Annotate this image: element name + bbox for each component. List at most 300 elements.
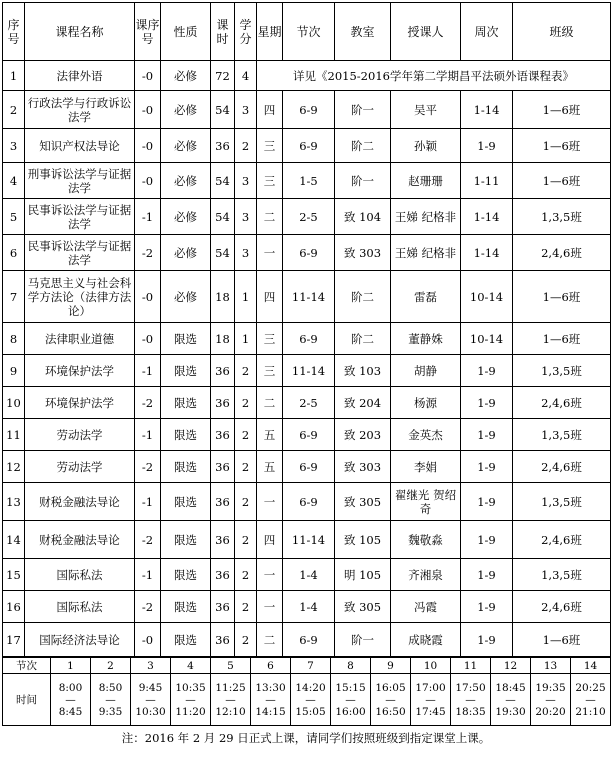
course-type: 必修 [161,199,211,235]
table-row [3,61,611,91]
period-number: 7 [291,658,331,674]
period-end: 16:00 [335,705,366,718]
period-end: 17:45 [415,705,446,718]
course-period: 6-9 [283,235,335,271]
course-room: 致 105 [335,521,391,559]
course-period: 2-5 [283,387,335,419]
course-classes: 1,3,5班 [513,419,611,451]
course-period: 1-4 [283,559,335,591]
period-time-row [3,674,611,726]
period-number: 13 [531,658,571,674]
course-name: 法律外语 [25,61,135,91]
course-teacher: 翟继光 贺绍奇 [391,483,461,521]
course-day: 五 [257,451,283,483]
course-teacher: 吴平 [391,91,461,129]
period-time [51,674,91,726]
course-classes: 2,4,6班 [513,521,611,559]
course-type: 限选 [161,419,211,451]
course-classes: 1—6班 [513,129,611,163]
period-end: 14:15 [255,705,286,718]
course-hours: 36 [211,623,235,657]
period-start: 15:15 [335,681,366,694]
course-weeks: 1-14 [461,91,513,129]
course-day: 一 [257,235,283,271]
course-name: 劳动法学 [25,451,135,483]
course-seq: -2 [135,591,161,623]
period-dash: — [465,693,476,706]
table-row [3,323,611,355]
course-note: 详见《2015-2016学年第二学期昌平法硕外语课程表》 [257,61,611,91]
course-day: 三 [257,355,283,387]
period-start: 19:35 [535,681,566,694]
schedule-document [2,2,610,746]
period-end: 20:20 [535,705,566,718]
course-credit: 1 [235,323,257,355]
course-weeks: 1-9 [461,623,513,657]
column-header: 周次 [461,3,513,61]
course-day: 一 [257,591,283,623]
course-credit: 3 [235,163,257,199]
period-start: 20:25 [575,681,606,694]
course-type: 限选 [161,623,211,657]
course-room: 阶一 [335,91,391,129]
course-classes: 1,3,5班 [513,483,611,521]
period-end: 19:30 [495,705,526,718]
column-header: 课程名称 [25,3,135,61]
course-credit: 2 [235,483,257,521]
time-label: 时间 [3,674,51,726]
course-weeks: 1-9 [461,387,513,419]
footnote: 注：2016 年 2 月 29 日正式上课，请同学们按照班级到指定课堂上课。 [121,731,491,745]
table-row [3,591,611,623]
period-end: 9:35 [98,705,123,718]
course-type: 必修 [161,163,211,199]
course-seq: -0 [135,61,161,91]
course-classes: 1—6班 [513,163,611,199]
period-time [371,674,411,726]
course-period: 11-14 [283,271,335,323]
row-number: 11 [3,419,25,451]
period-time [91,674,131,726]
course-period: 6-9 [283,483,335,521]
course-classes: 2,4,6班 [513,591,611,623]
period-end: 11:20 [175,705,206,718]
period-number: 5 [211,658,251,674]
course-hours: 36 [211,451,235,483]
course-room: 阶二 [335,271,391,323]
period-dash: — [265,693,276,706]
course-hours: 36 [211,387,235,419]
course-weeks: 1-14 [461,199,513,235]
table-header-row [3,3,611,61]
period-time [411,674,451,726]
course-period: 6-9 [283,323,335,355]
course-type: 必修 [161,235,211,271]
course-weeks: 1-9 [461,559,513,591]
period-number: 6 [251,658,291,674]
course-hours: 18 [211,271,235,323]
course-day: 三 [257,163,283,199]
period-dash: — [545,693,556,706]
course-weeks: 10-14 [461,323,513,355]
period-end: 18:35 [455,705,486,718]
period-end: 8:45 [58,705,83,718]
period-end: 15:05 [295,705,326,718]
course-name: 国际私法 [25,559,135,591]
course-room: 明 105 [335,559,391,591]
period-start: 13:30 [255,681,286,694]
course-name: 国际私法 [25,591,135,623]
course-hours: 36 [211,355,235,387]
table-row [3,559,611,591]
course-type: 必修 [161,271,211,323]
course-classes: 1—6班 [513,271,611,323]
course-teacher: 金英杰 [391,419,461,451]
course-seq: -1 [135,483,161,521]
row-number: 14 [3,521,25,559]
period-start: 11:25 [215,681,246,694]
row-number: 5 [3,199,25,235]
course-period: 6-9 [283,419,335,451]
course-day: 一 [257,559,283,591]
period-start: 18:45 [495,681,526,694]
course-teacher: 杨源 [391,387,461,419]
table-row [3,521,611,559]
course-day: 三 [257,323,283,355]
column-header: 学分 [235,3,257,61]
row-number: 7 [3,271,25,323]
course-weeks: 1-9 [461,451,513,483]
period-number: 8 [331,658,371,674]
course-seq: -1 [135,199,161,235]
course-seq: -0 [135,623,161,657]
course-classes: 1—6班 [513,91,611,129]
table-row [3,355,611,387]
period-start: 16:05 [375,681,406,694]
period-time [131,674,171,726]
course-type: 限选 [161,451,211,483]
course-day: 二 [257,623,283,657]
course-type: 限选 [161,521,211,559]
period-number: 4 [171,658,211,674]
course-room: 阶一 [335,623,391,657]
period-number: 9 [371,658,411,674]
course-table [2,2,611,657]
course-classes: 1,3,5班 [513,355,611,387]
course-period: 6-9 [283,91,335,129]
period-dash: — [65,693,76,706]
table-row [3,387,611,419]
course-name: 财税金融法导论 [25,521,135,559]
course-credit: 4 [235,61,257,91]
row-number: 3 [3,129,25,163]
period-time [451,674,491,726]
course-type: 限选 [161,559,211,591]
period-time [491,674,531,726]
course-type: 必修 [161,129,211,163]
row-number: 2 [3,91,25,129]
row-number: 15 [3,559,25,591]
course-period: 2-5 [283,199,335,235]
course-teacher: 冯霞 [391,591,461,623]
course-hours: 36 [211,521,235,559]
period-start: 8:50 [98,681,123,694]
course-seq: -0 [135,323,161,355]
course-credit: 2 [235,559,257,591]
period-start: 9:45 [138,681,163,694]
period-number: 14 [571,658,611,674]
course-day: 四 [257,521,283,559]
column-header: 教室 [335,3,391,61]
course-name: 马克思主义与社会科学方法论（法律方法论） [25,271,135,323]
course-day: 三 [257,129,283,163]
course-name: 劳动法学 [25,419,135,451]
course-day: 一 [257,483,283,521]
course-credit: 2 [235,419,257,451]
course-name: 民事诉讼法学与证据法学 [25,199,135,235]
course-teacher: 董静姝 [391,323,461,355]
course-credit: 3 [235,235,257,271]
course-seq: -1 [135,419,161,451]
column-header: 班级 [513,3,611,61]
course-credit: 2 [235,387,257,419]
course-teacher: 魏敬淼 [391,521,461,559]
period-end: 12:10 [215,705,246,718]
period-number: 2 [91,658,131,674]
course-weeks: 1-9 [461,591,513,623]
course-type: 限选 [161,483,211,521]
course-teacher: 胡静 [391,355,461,387]
table-row [3,235,611,271]
column-header: 课序号 [135,3,161,61]
course-teacher: 李娟 [391,451,461,483]
course-period: 6-9 [283,129,335,163]
period-dash: — [225,693,236,706]
course-classes: 2,4,6班 [513,451,611,483]
table-row [3,91,611,129]
course-name: 环境保护法学 [25,387,135,419]
course-seq: -1 [135,355,161,387]
course-hours: 36 [211,419,235,451]
course-room: 致 305 [335,483,391,521]
period-number: 1 [51,658,91,674]
course-period: 11-14 [283,521,335,559]
course-room: 致 303 [335,451,391,483]
row-number: 8 [3,323,25,355]
course-name: 行政法学与行政诉讼法学 [25,91,135,129]
period-end: 10:30 [135,705,166,718]
course-name: 环境保护法学 [25,355,135,387]
course-day: 五 [257,419,283,451]
course-name: 财税金融法导论 [25,483,135,521]
course-credit: 2 [235,521,257,559]
column-header: 课时 [211,3,235,61]
course-name: 民事诉讼法学与证据法学 [25,235,135,271]
table-row [3,483,611,521]
course-classes: 1—6班 [513,623,611,657]
course-day: 四 [257,271,283,323]
course-seq: -2 [135,451,161,483]
row-number: 1 [3,61,25,91]
course-room: 致 104 [335,199,391,235]
period-number-row [3,658,611,674]
period-start: 17:50 [455,681,486,694]
course-hours: 54 [211,163,235,199]
course-hours: 54 [211,199,235,235]
course-hours: 72 [211,61,235,91]
course-teacher: 王娣 纪格非 [391,235,461,271]
period-number: 12 [491,658,531,674]
row-number: 16 [3,591,25,623]
row-number: 13 [3,483,25,521]
course-type: 必修 [161,61,211,91]
course-day: 四 [257,91,283,129]
course-teacher: 王娣 纪格非 [391,199,461,235]
period-dash: — [105,693,116,706]
course-credit: 2 [235,129,257,163]
course-classes: 2,4,6班 [513,235,611,271]
course-teacher: 赵珊珊 [391,163,461,199]
period-end: 16:50 [375,705,406,718]
table-row [3,419,611,451]
row-number: 6 [3,235,25,271]
period-dash: — [505,693,516,706]
course-credit: 3 [235,199,257,235]
course-teacher: 齐湘泉 [391,559,461,591]
period-start: 14:20 [295,681,326,694]
row-number: 17 [3,623,25,657]
period-time [291,674,331,726]
course-weeks: 1-9 [461,483,513,521]
course-seq: -0 [135,271,161,323]
course-room: 阶二 [335,323,391,355]
period-dash: — [345,693,356,706]
period-start: 8:00 [58,681,83,694]
period-dash: — [145,693,156,706]
table-row [3,623,611,657]
period-time [531,674,571,726]
course-credit: 2 [235,623,257,657]
course-day: 二 [257,387,283,419]
course-seq: -2 [135,521,161,559]
course-teacher: 雷磊 [391,271,461,323]
course-room: 致 204 [335,387,391,419]
course-seq: -0 [135,129,161,163]
course-name: 国际经济法导论 [25,623,135,657]
course-hours: 36 [211,559,235,591]
table-row [3,271,611,323]
course-classes: 2,4,6班 [513,387,611,419]
course-type: 必修 [161,91,211,129]
course-period: 11-14 [283,355,335,387]
table-row [3,163,611,199]
course-credit: 2 [235,451,257,483]
course-credit: 2 [235,355,257,387]
course-period: 6-9 [283,623,335,657]
course-type: 限选 [161,355,211,387]
course-type: 限选 [161,591,211,623]
course-period: 1-5 [283,163,335,199]
course-weeks: 1-9 [461,521,513,559]
course-teacher: 孙颖 [391,129,461,163]
course-seq: -0 [135,163,161,199]
period-dash: — [385,693,396,706]
course-hours: 36 [211,129,235,163]
course-hours: 54 [211,91,235,129]
course-credit: 1 [235,271,257,323]
column-header: 节次 [283,3,335,61]
period-number: 3 [131,658,171,674]
period-time [251,674,291,726]
period-time [211,674,251,726]
course-weeks: 1-9 [461,419,513,451]
row-number: 12 [3,451,25,483]
period-dash: — [425,693,436,706]
period-dash: — [305,693,316,706]
column-header: 性质 [161,3,211,61]
course-weeks: 1-9 [461,129,513,163]
course-day: 二 [257,199,283,235]
course-teacher: 成晓霞 [391,623,461,657]
period-number: 10 [411,658,451,674]
course-classes: 1,3,5班 [513,199,611,235]
period-dash: — [585,693,596,706]
course-hours: 54 [211,235,235,271]
period-start: 10:35 [175,681,206,694]
course-seq: -0 [135,91,161,129]
period-time [171,674,211,726]
course-weeks: 1-14 [461,235,513,271]
course-classes: 1—6班 [513,323,611,355]
column-header: 授课人 [391,3,461,61]
course-name: 法律职业道德 [25,323,135,355]
course-type: 限选 [161,323,211,355]
course-hours: 36 [211,483,235,521]
period-end: 21:10 [575,705,606,718]
row-number: 9 [3,355,25,387]
course-type: 限选 [161,387,211,419]
course-weeks: 1-11 [461,163,513,199]
table-row [3,199,611,235]
period-dash: — [185,693,196,706]
row-number: 4 [3,163,25,199]
period-start: 17:00 [415,681,446,694]
course-credit: 3 [235,91,257,129]
period-label: 节次 [3,658,51,674]
period-time [571,674,611,726]
course-period: 1-4 [283,591,335,623]
class-time-table [2,657,611,726]
course-seq: -2 [135,387,161,419]
course-room: 致 103 [335,355,391,387]
course-hours: 18 [211,323,235,355]
course-credit: 2 [235,591,257,623]
course-classes: 1,3,5班 [513,559,611,591]
course-name: 知识产权法导论 [25,129,135,163]
table-row [3,451,611,483]
course-weeks: 1-9 [461,355,513,387]
course-room: 致 305 [335,591,391,623]
course-hours: 36 [211,591,235,623]
period-number: 11 [451,658,491,674]
course-weeks: 10-14 [461,271,513,323]
table-row [3,129,611,163]
course-room: 阶二 [335,129,391,163]
course-period: 6-9 [283,451,335,483]
course-seq: -1 [135,559,161,591]
course-room: 致 203 [335,419,391,451]
column-header: 序号 [3,3,25,61]
